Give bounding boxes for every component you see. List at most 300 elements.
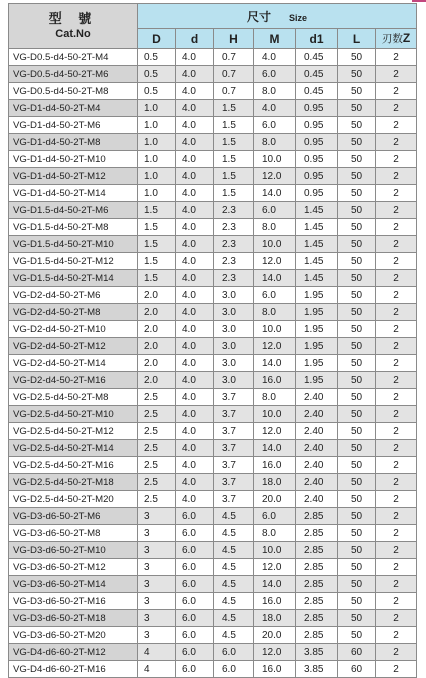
table-row [9, 100, 417, 117]
table-row [9, 168, 417, 185]
cell-H: 6.0 [214, 644, 254, 661]
cell-H: 4.5 [214, 542, 254, 559]
cell-flutes: 2 [376, 610, 417, 627]
cell-H: 3.0 [214, 304, 254, 321]
cell-D: 2.5 [138, 491, 176, 508]
cell-d1: 0.95 [296, 117, 338, 134]
cell-d1: 1.45 [296, 236, 338, 253]
cell-flutes: 2 [376, 338, 417, 355]
cell-D: 2.0 [138, 355, 176, 372]
cell-flutes: 2 [376, 321, 417, 338]
cell-H: 6.0 [214, 661, 254, 678]
cell-L: 50 [338, 321, 376, 338]
cell-flutes: 2 [376, 627, 417, 644]
table-row [9, 338, 417, 355]
cell-flutes: 2 [376, 100, 417, 117]
cell-flutes: 2 [376, 389, 417, 406]
table-row [9, 304, 417, 321]
cell-H: 3.0 [214, 287, 254, 304]
column-header-H: H [214, 29, 254, 49]
cell-M: 8.0 [254, 134, 296, 151]
cell-M: 4.0 [254, 49, 296, 66]
cell-catalog-number: VG-D2.5-d4-50-2T-M18 [9, 474, 138, 491]
table-row [9, 219, 417, 236]
cell-catalog-number: VG-D2-d4-50-2T-M8 [9, 304, 138, 321]
cell-D: 2.5 [138, 389, 176, 406]
cell-d: 4.0 [176, 440, 214, 457]
cell-catalog-number: VG-D1-d4-50-2T-M12 [9, 168, 138, 185]
cell-flutes: 2 [376, 355, 417, 372]
cell-H: 3.7 [214, 474, 254, 491]
cell-D: 1.0 [138, 134, 176, 151]
cell-M: 16.0 [254, 661, 296, 678]
cell-d: 4.0 [176, 100, 214, 117]
cell-M: 12.0 [254, 253, 296, 270]
cell-M: 10.0 [254, 406, 296, 423]
cell-catalog-number: VG-D1-d4-50-2T-M10 [9, 151, 138, 168]
cell-H: 3.7 [214, 440, 254, 457]
cell-D: 3 [138, 576, 176, 593]
cell-L: 50 [338, 117, 376, 134]
cell-D: 1.0 [138, 117, 176, 134]
cell-M: 8.0 [254, 525, 296, 542]
cell-d1: 0.95 [296, 151, 338, 168]
cell-flutes: 2 [376, 576, 417, 593]
tool-spec-table [8, 3, 417, 678]
cell-M: 12.0 [254, 168, 296, 185]
cell-H: 2.3 [214, 219, 254, 236]
cell-M: 12.0 [254, 423, 296, 440]
cell-M: 8.0 [254, 389, 296, 406]
table-row [9, 508, 417, 525]
cell-flutes: 2 [376, 236, 417, 253]
cell-L: 50 [338, 253, 376, 270]
cell-H: 4.5 [214, 525, 254, 542]
cell-H: 0.7 [214, 66, 254, 83]
cell-H: 2.3 [214, 253, 254, 270]
cell-d1: 2.40 [296, 491, 338, 508]
cell-L: 50 [338, 355, 376, 372]
cell-catalog-number: VG-D1-d4-50-2T-M6 [9, 117, 138, 134]
cell-H: 3.7 [214, 389, 254, 406]
cell-D: 1.5 [138, 236, 176, 253]
cell-D: 1.0 [138, 168, 176, 185]
cell-catalog-number: VG-D1.5-d4-50-2T-M10 [9, 236, 138, 253]
cell-catalog-number: VG-D3-d6-50-2T-M6 [9, 508, 138, 525]
cell-H: 3.7 [214, 457, 254, 474]
cell-d1: 0.45 [296, 83, 338, 100]
cell-flutes: 2 [376, 508, 417, 525]
cell-catalog-number: VG-D1.5-d4-50-2T-M8 [9, 219, 138, 236]
cell-flutes: 2 [376, 185, 417, 202]
cell-H: 4.5 [214, 508, 254, 525]
cell-d: 6.0 [176, 542, 214, 559]
cell-d: 4.0 [176, 372, 214, 389]
cell-L: 50 [338, 270, 376, 287]
cell-catalog-number: VG-D2-d4-50-2T-M6 [9, 287, 138, 304]
cell-catalog-number: VG-D0.5-d4-50-2T-M6 [9, 66, 138, 83]
cell-d1: 2.85 [296, 508, 338, 525]
cell-catalog-number: VG-D3-d6-50-2T-M8 [9, 525, 138, 542]
cell-L: 50 [338, 627, 376, 644]
cell-L: 50 [338, 151, 376, 168]
cell-d: 4.0 [176, 321, 214, 338]
cell-d: 4.0 [176, 168, 214, 185]
cell-M: 8.0 [254, 83, 296, 100]
cell-M: 10.0 [254, 542, 296, 559]
cell-d: 4.0 [176, 304, 214, 321]
cell-d: 6.0 [176, 627, 214, 644]
cell-L: 50 [338, 304, 376, 321]
cell-D: 1.0 [138, 151, 176, 168]
size-header-zh: 尺寸 [246, 9, 271, 24]
table-row [9, 117, 417, 134]
column-header-flutes [376, 29, 417, 49]
cell-catalog-number: VG-D2-d4-50-2T-M10 [9, 321, 138, 338]
cell-L: 50 [338, 168, 376, 185]
cell-flutes: 2 [376, 304, 417, 321]
table-row [9, 49, 417, 66]
cell-L: 50 [338, 338, 376, 355]
cell-D: 2.0 [138, 321, 176, 338]
table-row [9, 593, 417, 610]
cell-catalog-number: VG-D1-d4-50-2T-M8 [9, 134, 138, 151]
cell-D: 3 [138, 559, 176, 576]
cell-D: 3 [138, 593, 176, 610]
table-row [9, 559, 417, 576]
cell-D: 0.5 [138, 49, 176, 66]
cell-d1: 3.85 [296, 661, 338, 678]
cell-flutes: 2 [376, 440, 417, 457]
cell-d1: 0.45 [296, 66, 338, 83]
cell-M: 4.0 [254, 100, 296, 117]
cell-d: 4.0 [176, 66, 214, 83]
cell-L: 50 [338, 491, 376, 508]
cell-d: 4.0 [176, 474, 214, 491]
table-row [9, 406, 417, 423]
table-row [9, 525, 417, 542]
cell-d1: 1.95 [296, 372, 338, 389]
cell-catalog-number: VG-D1-d4-50-2T-M4 [9, 100, 138, 117]
cell-d1: 1.95 [296, 304, 338, 321]
cell-flutes: 2 [376, 270, 417, 287]
table-row [9, 542, 417, 559]
cell-M: 6.0 [254, 66, 296, 83]
cell-L: 50 [338, 219, 376, 236]
cell-L: 50 [338, 423, 376, 440]
size-header-en: Size [289, 12, 308, 23]
cell-M: 6.0 [254, 508, 296, 525]
cell-D: 2.5 [138, 474, 176, 491]
cell-d: 4.0 [176, 117, 214, 134]
cell-d1: 1.45 [296, 202, 338, 219]
cell-M: 14.0 [254, 185, 296, 202]
cell-flutes: 2 [376, 49, 417, 66]
catalog-number-header-en: Cat.No [55, 27, 91, 40]
cell-d1: 0.95 [296, 100, 338, 117]
cell-d: 4.0 [176, 202, 214, 219]
cell-D: 1.5 [138, 253, 176, 270]
table-row [9, 83, 417, 100]
cell-M: 6.0 [254, 117, 296, 134]
cell-L: 50 [338, 457, 376, 474]
table-row [9, 627, 417, 644]
cell-flutes: 2 [376, 525, 417, 542]
cell-D: 3 [138, 542, 176, 559]
cell-D: 1.0 [138, 100, 176, 117]
cell-L: 50 [338, 389, 376, 406]
cell-L: 50 [338, 474, 376, 491]
cell-D: 3 [138, 525, 176, 542]
cell-M: 16.0 [254, 457, 296, 474]
cell-catalog-number: VG-D2.5-d4-50-2T-M12 [9, 423, 138, 440]
cell-d1: 2.40 [296, 389, 338, 406]
cell-L: 50 [338, 542, 376, 559]
table-row [9, 610, 417, 627]
cell-d1: 1.95 [296, 287, 338, 304]
cell-d1: 0.95 [296, 185, 338, 202]
cell-catalog-number: VG-D2.5-d4-50-2T-M10 [9, 406, 138, 423]
cell-catalog-number: VG-D2.5-d4-50-2T-M14 [9, 440, 138, 457]
cell-catalog-number: VG-D3-d6-50-2T-M16 [9, 593, 138, 610]
cell-catalog-number: VG-D3-d6-50-2T-M18 [9, 610, 138, 627]
cell-L: 50 [338, 202, 376, 219]
cell-d: 6.0 [176, 644, 214, 661]
table-row [9, 185, 417, 202]
cell-catalog-number: VG-D0.5-d4-50-2T-M8 [9, 83, 138, 100]
cell-flutes: 2 [376, 202, 417, 219]
cell-L: 50 [338, 100, 376, 117]
cell-flutes: 2 [376, 474, 417, 491]
cell-d1: 2.40 [296, 440, 338, 457]
column-header-D: D [138, 29, 176, 49]
cell-d1: 1.45 [296, 270, 338, 287]
cell-d1: 3.85 [296, 644, 338, 661]
cell-d: 4.0 [176, 406, 214, 423]
cell-flutes: 2 [376, 168, 417, 185]
cell-M: 8.0 [254, 219, 296, 236]
cell-catalog-number: VG-D1-d4-50-2T-M14 [9, 185, 138, 202]
cell-M: 18.0 [254, 474, 296, 491]
cell-d: 6.0 [176, 661, 214, 678]
cell-L: 50 [338, 576, 376, 593]
cell-D: 1.5 [138, 270, 176, 287]
table-row [9, 661, 417, 678]
cell-flutes: 2 [376, 593, 417, 610]
cell-L: 50 [338, 372, 376, 389]
cell-d1: 2.40 [296, 474, 338, 491]
cell-D: 2.0 [138, 287, 176, 304]
table-body [9, 49, 417, 678]
catalog-number-header-zh: 型 號 [48, 11, 98, 27]
cell-catalog-number: VG-D1.5-d4-50-2T-M14 [9, 270, 138, 287]
cell-D: 2.5 [138, 406, 176, 423]
cell-d: 4.0 [176, 219, 214, 236]
cell-H: 4.5 [214, 559, 254, 576]
cell-d: 4.0 [176, 83, 214, 100]
cell-H: 1.5 [214, 117, 254, 134]
column-header-L: L [338, 29, 376, 49]
cell-catalog-number: VG-D3-d6-50-2T-M14 [9, 576, 138, 593]
table-row [9, 576, 417, 593]
cell-L: 50 [338, 83, 376, 100]
cell-H: 3.7 [214, 406, 254, 423]
table-row [9, 457, 417, 474]
cell-H: 3.0 [214, 372, 254, 389]
table-row [9, 287, 417, 304]
cell-d: 4.0 [176, 185, 214, 202]
table-row [9, 66, 417, 83]
cell-catalog-number: VG-D2-d4-50-2T-M14 [9, 355, 138, 372]
cell-flutes: 2 [376, 66, 417, 83]
cell-catalog-number: VG-D3-d6-50-2T-M12 [9, 559, 138, 576]
cell-flutes: 2 [376, 134, 417, 151]
cell-D: 0.5 [138, 83, 176, 100]
cell-M: 12.0 [254, 559, 296, 576]
cell-catalog-number: VG-D1.5-d4-50-2T-M6 [9, 202, 138, 219]
cell-d1: 2.40 [296, 457, 338, 474]
catalog-number-header [9, 4, 138, 49]
cell-D: 2.0 [138, 372, 176, 389]
cell-L: 60 [338, 644, 376, 661]
column-header-d: d [176, 29, 214, 49]
cell-d1: 2.85 [296, 610, 338, 627]
cell-flutes: 2 [376, 83, 417, 100]
cell-D: 2.0 [138, 304, 176, 321]
cell-d: 6.0 [176, 508, 214, 525]
cell-H: 3.0 [214, 355, 254, 372]
cell-catalog-number: VG-D3-d6-50-2T-M20 [9, 627, 138, 644]
cell-L: 50 [338, 236, 376, 253]
cell-L: 60 [338, 661, 376, 678]
table-row [9, 151, 417, 168]
cell-H: 4.5 [214, 610, 254, 627]
table-row [9, 202, 417, 219]
cell-d: 6.0 [176, 576, 214, 593]
cell-d: 4.0 [176, 134, 214, 151]
cell-L: 50 [338, 49, 376, 66]
cell-M: 14.0 [254, 440, 296, 457]
cell-D: 3 [138, 610, 176, 627]
table-row [9, 236, 417, 253]
cell-flutes: 2 [376, 661, 417, 678]
cell-H: 1.5 [214, 168, 254, 185]
table-row [9, 372, 417, 389]
cell-d: 4.0 [176, 389, 214, 406]
cell-catalog-number: VG-D1.5-d4-50-2T-M12 [9, 253, 138, 270]
cell-d: 4.0 [176, 236, 214, 253]
table-row [9, 389, 417, 406]
cell-d: 6.0 [176, 559, 214, 576]
cell-d: 6.0 [176, 610, 214, 627]
cell-D: 4 [138, 661, 176, 678]
cell-d1: 2.85 [296, 559, 338, 576]
cell-H: 3.0 [214, 338, 254, 355]
cell-d1: 0.95 [296, 168, 338, 185]
cell-H: 0.7 [214, 49, 254, 66]
cell-D: 1.5 [138, 219, 176, 236]
table-row [9, 440, 417, 457]
cell-H: 1.5 [214, 134, 254, 151]
cell-d: 6.0 [176, 525, 214, 542]
cell-M: 14.0 [254, 576, 296, 593]
cell-M: 14.0 [254, 270, 296, 287]
column-header-M: M [254, 29, 296, 49]
cell-L: 50 [338, 287, 376, 304]
cell-L: 50 [338, 185, 376, 202]
cell-d1: 1.95 [296, 321, 338, 338]
cell-M: 12.0 [254, 338, 296, 355]
cell-flutes: 2 [376, 491, 417, 508]
cell-d1: 0.95 [296, 134, 338, 151]
cell-H: 1.5 [214, 185, 254, 202]
cell-M: 10.0 [254, 321, 296, 338]
cell-d1: 1.95 [296, 355, 338, 372]
cell-flutes: 2 [376, 253, 417, 270]
cell-d: 4.0 [176, 491, 214, 508]
cell-L: 50 [338, 406, 376, 423]
cell-H: 3.7 [214, 491, 254, 508]
cell-L: 50 [338, 134, 376, 151]
cell-catalog-number: VG-D2.5-d4-50-2T-M16 [9, 457, 138, 474]
cell-L: 50 [338, 525, 376, 542]
cell-M: 12.0 [254, 644, 296, 661]
cell-M: 16.0 [254, 372, 296, 389]
cell-d1: 1.45 [296, 253, 338, 270]
cell-d1: 1.95 [296, 338, 338, 355]
cell-d1: 1.45 [296, 219, 338, 236]
cell-H: 4.5 [214, 593, 254, 610]
cell-flutes: 2 [376, 559, 417, 576]
cell-d: 4.0 [176, 151, 214, 168]
cell-H: 2.3 [214, 236, 254, 253]
cell-M: 18.0 [254, 610, 296, 627]
table-row [9, 423, 417, 440]
cell-H: 4.5 [214, 576, 254, 593]
cell-M: 14.0 [254, 355, 296, 372]
cell-d: 6.0 [176, 593, 214, 610]
cell-D: 2.5 [138, 423, 176, 440]
cell-d1: 2.40 [296, 423, 338, 440]
cell-H: 1.5 [214, 100, 254, 117]
cell-flutes: 2 [376, 117, 417, 134]
cell-H: 0.7 [214, 83, 254, 100]
cell-flutes: 2 [376, 406, 417, 423]
cell-H: 4.5 [214, 627, 254, 644]
cell-L: 50 [338, 440, 376, 457]
cell-M: 10.0 [254, 151, 296, 168]
cell-flutes: 2 [376, 542, 417, 559]
table-row [9, 270, 417, 287]
cell-D: 0.5 [138, 66, 176, 83]
flutes-label-zh: 刃数 [381, 33, 403, 45]
cell-L: 50 [338, 66, 376, 83]
cell-D: 3 [138, 508, 176, 525]
cell-d1: 2.85 [296, 627, 338, 644]
table-row [9, 253, 417, 270]
cell-M: 20.0 [254, 627, 296, 644]
cell-flutes: 2 [376, 151, 417, 168]
cell-d1: 2.85 [296, 593, 338, 610]
cell-H: 3.7 [214, 423, 254, 440]
cell-d: 4.0 [176, 338, 214, 355]
cell-L: 50 [338, 610, 376, 627]
size-header [138, 4, 417, 29]
cell-M: 10.0 [254, 236, 296, 253]
table-row [9, 491, 417, 508]
cell-catalog-number: VG-D4-d6-60-2T-M12 [9, 644, 138, 661]
cell-flutes: 2 [376, 423, 417, 440]
